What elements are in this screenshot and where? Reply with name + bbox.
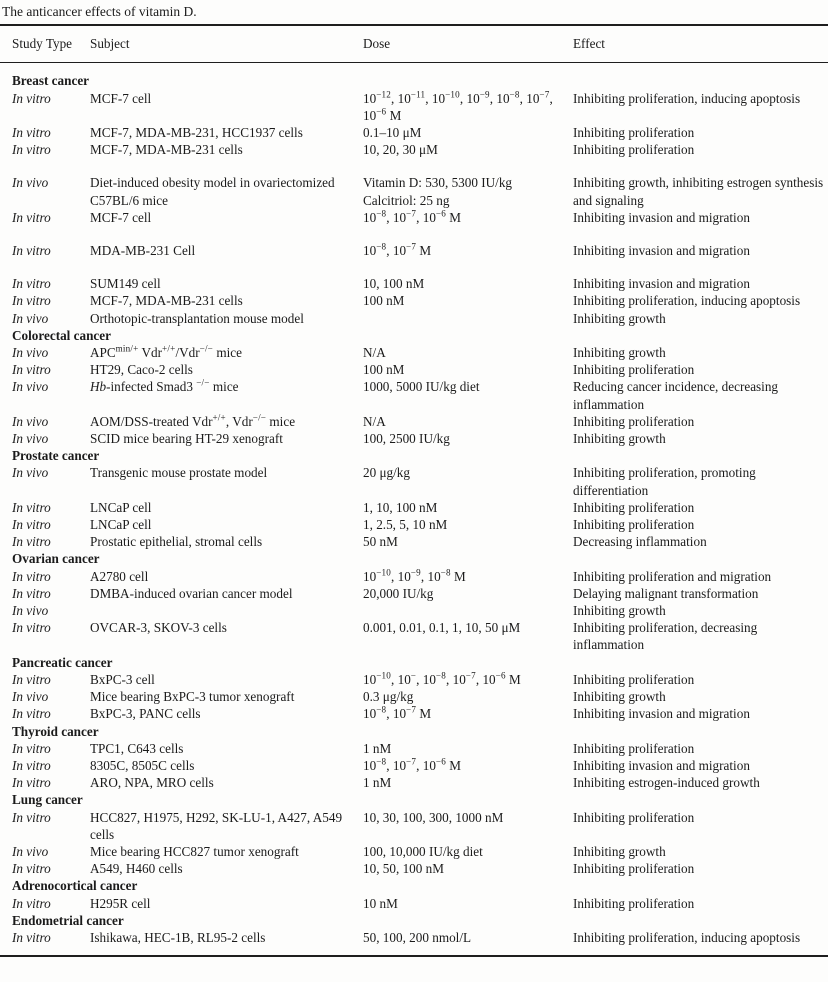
dose-cell: 0.001, 0.01, 0.1, 1, 10, 50 μM — [363, 620, 521, 636]
section-header: Prostate cancer — [12, 448, 100, 464]
effect-cell: Inhibiting proliferation, inducing apoptosis — [573, 90, 801, 106]
effect-cell: Inhibiting invasion and migration — [573, 209, 750, 225]
effect-cell: Inhibiting growth — [573, 689, 666, 705]
subject-cell: Hb-infected Smad3 −/− mice — [90, 378, 239, 395]
subject-cell: Transgenic mouse prostate model — [90, 465, 268, 481]
subject-cell: Ishikawa, HEC-1B, RL95-2 cells — [90, 929, 266, 945]
dose-cell: 20 μg/kg — [363, 465, 410, 481]
table-row — [0, 413, 828, 430]
subject-cell: MCF-7, MDA-MB-231, HCC1937 cells — [90, 125, 303, 140]
dose-cell: 1 nM — [363, 775, 392, 791]
subject-cell: A549, H460 cells — [90, 861, 183, 877]
effect-cell: Inhibiting invasion and migration — [573, 706, 750, 722]
study-type-cell: In vitro — [12, 142, 51, 158]
study-type-cell: In vitro — [12, 90, 51, 106]
table-row — [0, 499, 828, 516]
dose-cell: N/A — [363, 345, 386, 361]
subject-cell — [90, 602, 363, 619]
study-type-cell: In vitro — [12, 243, 51, 259]
dose-cell: 1, 2.5, 5, 10 nM — [363, 517, 448, 533]
dose-cell: 50, 100, 200 nmol/L — [363, 929, 472, 945]
effect-cell: Inhibiting proliferation — [573, 499, 695, 515]
effect-cell: Inhibiting growth — [573, 603, 666, 619]
study-type-cell: In vitro — [12, 706, 51, 722]
section-header: Colorectal cancer — [12, 327, 111, 343]
section-header: Thyroid cancer — [12, 723, 99, 739]
dose-cell: 10, 100 nM — [363, 276, 425, 292]
dose-cell: 0.1–10 μM — [363, 125, 422, 140]
table-row — [0, 378, 828, 412]
dose-cell: $10^{-8}$, $10^{-7}$, $10^{-6}$ M — [363, 756, 462, 773]
table-row — [0, 242, 828, 259]
table-row — [0, 860, 828, 877]
section-header: Endometrial cancer — [12, 912, 124, 928]
table-row — [0, 292, 828, 309]
study-type-cell: In vitro — [12, 757, 51, 773]
subject-cell: ARO, NPA, MRO cells — [90, 775, 214, 791]
study-type-cell: In vitro — [12, 895, 51, 911]
effect-cell: Inhibiting invasion and migration — [573, 243, 750, 259]
subject-cell: LNCaP cell — [90, 499, 152, 515]
subject-cell: SCID mice bearing HT-29 xenograft — [90, 431, 283, 447]
study-type-cell: In vitro — [12, 775, 51, 791]
dose-cell: 1 nM — [363, 740, 392, 756]
table-row — [0, 688, 828, 705]
study-type-cell: In vivo — [12, 310, 49, 326]
effect-cell: Decreasing inflammation — [573, 534, 707, 550]
table-row — [0, 809, 828, 843]
dose-cell: 10, 20, 30 μM — [363, 142, 438, 158]
column-header-subject: Subject — [90, 36, 130, 51]
effect-cell: Inhibiting growth, inhibiting estrogen synthesis and signaling — [573, 175, 824, 208]
effect-cell: Inhibiting proliferation, inducing apoptosis — [573, 929, 801, 945]
table-row — [0, 533, 828, 550]
subject-cell: Orthotopic-transplantation mouse model — [90, 310, 304, 326]
subject-cell: HT29, Caco-2 cells — [90, 362, 193, 378]
subject-cell: Mice bearing BxPC-3 tumor xenograft — [90, 689, 295, 705]
subject-cell: BxPC-3 cell — [90, 671, 155, 687]
effect-cell: Inhibiting estrogen-induced growth — [573, 775, 760, 791]
study-type-cell: In vivo — [12, 689, 49, 705]
effect-cell: Inhibiting growth — [573, 310, 666, 326]
effect-cell: Inhibiting proliferation, decreasing inflammation — [573, 620, 758, 653]
subject-cell: AOM/DSS-treated Vdr+/+, Vdr−/− mice — [90, 412, 296, 429]
subject-cell: Prostatic epithelial, stromal cells — [90, 534, 263, 550]
bottom-rule — [0, 955, 828, 957]
subject-cell: MCF-7 cell — [90, 209, 152, 225]
study-type-cell: In vitro — [12, 362, 51, 378]
study-type-cell: In vitro — [12, 568, 51, 584]
dose-cell — [363, 310, 573, 327]
dose-cell: $10^{-10}$, $10^{-9}$, $10^{-8}$ M — [363, 567, 466, 584]
subject-cell: Mice bearing HCC827 tumor xenograft — [90, 843, 299, 859]
study-type-cell: In vitro — [12, 517, 51, 533]
dose-cell: 10, 30, 100, 300, 1000 nM — [363, 809, 504, 825]
dose-cell: 0.3 μg/kg — [363, 689, 414, 705]
table-row — [0, 310, 828, 327]
subject-cell: MDA-MB-231 Cell — [90, 243, 196, 259]
table-row — [0, 464, 828, 498]
table-row — [0, 929, 828, 946]
effect-cell: Inhibiting invasion and migration — [573, 276, 750, 292]
table-row — [0, 430, 828, 447]
dose-cell: 100, 10,000 IU/kg diet — [363, 843, 483, 859]
subject-cell: 8305C, 8505C cells — [90, 757, 195, 773]
study-type-cell: In vivo — [12, 413, 49, 429]
subject-cell: A2780 cell — [90, 568, 149, 584]
study-type-cell: In vivo — [12, 843, 49, 859]
effect-cell: Inhibiting proliferation — [573, 861, 695, 877]
subject-cell: DMBA-induced ovarian cancer model — [90, 585, 293, 601]
effect-cell: Inhibiting growth — [573, 345, 666, 361]
table-row — [0, 344, 828, 361]
table-row — [0, 705, 828, 722]
effect-cell: Inhibiting proliferation, inducing apoptosis — [573, 293, 801, 309]
table-row — [0, 602, 828, 619]
table-row — [0, 174, 828, 208]
dose-cell: 50 nM — [363, 534, 398, 550]
effect-cell: Inhibiting proliferation — [573, 142, 695, 158]
effect-cell: Inhibiting proliferation, promoting differentiation — [573, 465, 756, 498]
section-header: Adrenocortical cancer — [12, 878, 138, 894]
effect-cell: Inhibiting proliferation — [573, 362, 695, 378]
effect-cell: Inhibiting proliferation — [573, 517, 695, 533]
study-type-cell: In vivo — [12, 603, 49, 619]
effect-cell: Inhibiting proliferation — [573, 895, 695, 911]
subject-cell: OVCAR-3, SKOV-3 cells — [90, 620, 227, 636]
table-row — [0, 275, 828, 292]
effect-cell: Inhibiting proliferation and migration — [573, 568, 772, 584]
study-type-cell: In vitro — [12, 125, 51, 140]
effect-cell: Inhibiting proliferation — [573, 809, 695, 825]
study-type-cell: In vitro — [12, 929, 51, 945]
table-title: The anticancer effects of vitamin D. — [2, 4, 197, 19]
dose-cell: 100 nM — [363, 293, 405, 309]
dose-cell: N/A — [363, 413, 386, 429]
study-type-cell: In vitro — [12, 671, 51, 687]
study-type-cell: In vitro — [12, 809, 51, 825]
study-type-cell: In vivo — [12, 175, 49, 191]
table-row — [0, 124, 828, 141]
table-row — [0, 843, 828, 860]
dose-cell: $10^{-8}$, $10^{-7}$ M — [363, 241, 432, 259]
table-row — [0, 516, 828, 533]
table-row — [0, 740, 828, 757]
study-type-cell: In vitro — [12, 209, 51, 225]
dose-cell: $10^{-10}$, 10−, $10^{-8}$, $10^{-7}$, $10^{-6}$ M — [363, 670, 521, 687]
study-type-cell: In vitro — [12, 740, 51, 756]
subject-cell: BxPC-3, PANC cells — [90, 706, 201, 722]
table-row — [0, 774, 828, 791]
subject-cell: $APC^{min/+}$ Vdr+/+/Vdr−/− mice — [90, 343, 242, 361]
table-row — [0, 757, 828, 774]
effect-cell: Inhibiting proliferation — [573, 671, 695, 687]
study-type-cell: In vivo — [12, 465, 49, 481]
study-type-cell: In vivo — [12, 431, 49, 447]
column-header-dose: Dose — [363, 36, 391, 51]
effect-cell: Inhibiting proliferation — [573, 125, 695, 140]
table-row — [0, 209, 828, 226]
subject-cell: SUM149 cell — [90, 276, 161, 292]
effect-cell: Reducing cancer incidence, decreasing inflammation — [573, 379, 779, 412]
table-header-row — [0, 26, 828, 62]
study-type-cell: In vivo — [12, 345, 49, 361]
table-row — [0, 585, 828, 602]
effect-cell: Inhibiting invasion and migration — [573, 757, 750, 773]
subject-cell: Diet-induced obesity model in ovariectomized C57BL/6 mice — [90, 175, 335, 208]
subject-cell: TPC1, C643 cells — [90, 740, 184, 756]
section-header: Ovarian cancer — [12, 551, 100, 567]
table-row — [0, 619, 828, 653]
study-type-cell: In vitro — [12, 585, 51, 601]
study-type-cell: In vitro — [12, 861, 51, 877]
dose-cell: 1000, 5000 IU/kg diet — [363, 379, 480, 395]
table-row — [0, 671, 828, 688]
table-row — [0, 361, 828, 378]
effect-cell: Inhibiting proliferation — [573, 413, 695, 429]
dose-cell — [363, 602, 573, 619]
dose-cell: 10 nM — [363, 895, 398, 911]
subject-cell: MCF-7 cell — [90, 90, 152, 106]
dose-cell: 100 nM — [363, 362, 405, 378]
effect-cell: Delaying malignant transformation — [573, 585, 759, 601]
dose-cell: $10^{-8}$, $10^{-7}$ M — [363, 704, 432, 722]
effect-cell: Inhibiting growth — [573, 843, 666, 859]
dose-cell: $10^{-8}$, $10^{-7}$, $10^{-6}$ M — [363, 208, 462, 225]
effect-cell: Inhibiting growth — [573, 431, 666, 447]
column-header-study-type: Study Type — [12, 36, 73, 51]
study-type-cell: In vivo — [12, 379, 49, 395]
section-header: Breast cancer — [12, 73, 90, 89]
dose-cell: 100, 2500 IU/kg — [363, 431, 450, 447]
table-body — [0, 63, 828, 955]
study-type-cell: In vitro — [12, 293, 51, 309]
subject-cell: LNCaP cell — [90, 517, 152, 533]
study-type-cell: In vitro — [12, 534, 51, 550]
column-header-effect: Effect — [573, 36, 605, 51]
table-row — [0, 141, 828, 158]
dose-cell: Vitamin D: 530, 5300 IU/kg Calcitriol: 25 ng — [363, 175, 513, 208]
study-type-cell: In vitro — [12, 620, 51, 636]
subject-cell: MCF-7, MDA-MB-231 cells — [90, 142, 243, 158]
subject-cell: HCC827, H1975, H292, SK-LU-1, A427, A549 cells — [90, 809, 343, 842]
dose-cell: 1, 10, 100 nM — [363, 499, 438, 515]
study-type-cell: In vitro — [12, 499, 51, 515]
table-row — [0, 895, 828, 912]
table-row — [0, 568, 828, 585]
effect-cell: Inhibiting proliferation — [573, 740, 695, 756]
table-row — [0, 90, 828, 124]
subject-cell: MCF-7, MDA-MB-231 cells — [90, 293, 243, 309]
dose-cell: 20,000 IU/kg — [363, 585, 434, 601]
subject-cell: H295R cell — [90, 895, 151, 911]
study-type-cell: In vitro — [12, 276, 51, 292]
section-header: Pancreatic cancer — [12, 654, 113, 670]
dose-cell: 10, 50, 100 nM — [363, 861, 444, 877]
section-header: Lung cancer — [12, 792, 83, 808]
dose-cell: $10^{-12}$, $10^{-11}$, $10^{-10}$, $10^{-9}$, $10^{-8}$, $10^{-7}$, $10^{-6}$ M — [363, 89, 553, 123]
